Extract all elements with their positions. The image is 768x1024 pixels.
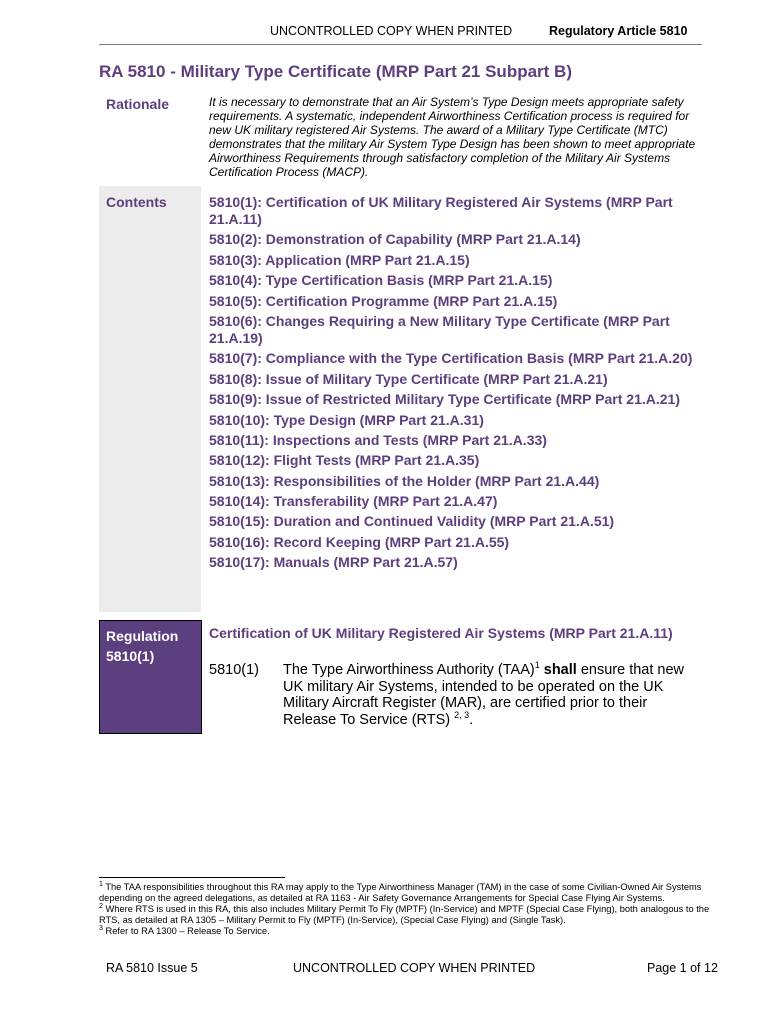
contents-label: Contents: [99, 186, 201, 612]
header-uncontrolled-notice: UNCONTROLLED COPY WHEN PRINTED: [270, 24, 513, 38]
contents-item[interactable]: 5810(2): Demonstration of Capability (MRP Part 21.A.14): [209, 231, 581, 248]
footnote-text: Refer to RA 1300 – Release To Service.: [105, 926, 270, 936]
contents-item[interactable]: 5810(8): Issue of Military Type Certificate (MRP Part 21.A.21): [209, 370, 608, 387]
contents-item[interactable]: 5810(12): Flight Tests (MRP Part 21.A.35): [209, 452, 480, 469]
contents-item[interactable]: 5810(11): Inspections and Tests (MRP Part 21.A.33): [209, 431, 547, 448]
contents-item[interactable]: 5810(16): Record Keeping (MRP Part 21.A.55): [209, 533, 510, 550]
header-article-label: Regulatory Article 5810: [549, 24, 688, 38]
contents-item[interactable]: 5810(15): Duration and Continued Validity (MRP Part 21.A.51): [209, 513, 615, 530]
contents-item[interactable]: 5810(4): Type Certification Basis (MRP Part 21.A.15): [209, 272, 553, 289]
footer-issue: RA 5810 Issue 5: [106, 961, 198, 975]
regulation-number-label: 5810(1): [106, 648, 155, 664]
regulation-text-part: ensure that new UK military Air Systems, intended to be operated on the UK Military Aircraft Register (MAR), are certified prior to their Release To Service (RTS): [283, 662, 685, 728]
contents-item[interactable]: 5810(5): Certification Programme (MRP Part 21.A.15): [209, 292, 558, 309]
footnote-ref-2-3: 2, 3: [454, 709, 470, 720]
footnote-text: The TAA responsibilities throughout this RA may apply to the Type Airworthiness Manager (TAM) in the case of some Civilian-Owned Air Systems depending on the agreed delegations, as detailed at RA 1163 - Air Safety Governance Arrangements for Special Case Flying Air Systems.: [99, 882, 702, 903]
contents-list: [209, 194, 701, 575]
footnote-number: 1: [99, 880, 103, 888]
regulation-label-box: [99, 620, 202, 734]
regulation-title: Certification of UK Military Registered Air Systems (MRP Part 21.A.11): [209, 625, 673, 641]
footnote: [99, 926, 711, 937]
rationale-text: It is necessary to demonstrate that an Air System’s Type Design meets appropriate safety requirements. A systematic, independent Airworthiness Certification process is required for new UK military registered Air Systems. The award of a Military Type Certificate (MTC) demonstrates that the military Air System Type Design has been shown to meet appropriate Airworthiness Requirements through satisfactory completion of the Military Air Systems Certification Process (MACP).: [209, 95, 696, 179]
footnote: [99, 882, 711, 904]
footnote-number: 2: [99, 902, 103, 910]
contents-item[interactable]: 5810(7): Compliance with the Type Certification Basis (MRP Part 21.A.20): [209, 350, 693, 367]
footnote-text: Where RTS is used in this RA, this also includes Military Permit To Fly (MPTF) (In-Service) and MPTF (Special Case Flying), both analogous to the RTS, as detailed at RA 1305 – Military Permit to Fly (MPTF) (In-Service), (Special Case Flying) and (Single Task).: [99, 904, 710, 925]
footnote-divider: [99, 877, 285, 878]
regulation-text-end: .: [469, 711, 474, 728]
footnotes: [99, 882, 711, 937]
contents-item[interactable]: 5810(17): Manuals (MRP Part 21.A.57): [209, 554, 458, 571]
document-title: RA 5810 - Military Type Certificate (MRP Part 21 Subpart B): [99, 62, 572, 81]
regulation-text-part: The Type Airworthiness Authority (TAA): [283, 662, 535, 678]
regulation-shall: shall: [543, 662, 577, 678]
contents-item[interactable]: 5810(13): Responsibilities of the Holder (MRP Part 21.A.44): [209, 472, 600, 489]
contents-item[interactable]: 5810(9): Issue of Restricted Military Type Certificate (MRP Part 21.A.21): [209, 391, 680, 408]
footer-page-number: Page 1 of 12: [647, 961, 718, 975]
contents-item[interactable]: 5810(1): Certification of UK Military Registered Air Systems (MRP Part 21.A.11): [209, 194, 673, 227]
contents-item[interactable]: 5810(14): Transferability (MRP Part 21.A.47): [209, 493, 498, 510]
footnote: [99, 904, 711, 926]
contents-item[interactable]: 5810(10): Type Design (MRP Part 21.A.31): [209, 411, 484, 428]
regulation-label: Regulation: [106, 628, 179, 644]
contents-item[interactable]: 5810(6): Changes Requiring a New Military Type Certificate (MRP Part 21.A.19): [209, 312, 670, 346]
header-divider: [99, 44, 702, 45]
regulation-text: [283, 662, 703, 728]
footnote-number: 3: [99, 924, 103, 932]
footnote-ref-1: 1: [534, 660, 540, 671]
regulation-number: 5810(1): [209, 662, 259, 678]
footer-uncontrolled-notice: UNCONTROLLED COPY WHEN PRINTED: [293, 961, 536, 975]
page-header: [0, 22, 768, 42]
rationale-label: Rationale: [106, 96, 170, 112]
contents-item[interactable]: 5810(3): Application (MRP Part 21.A.15): [209, 251, 470, 268]
